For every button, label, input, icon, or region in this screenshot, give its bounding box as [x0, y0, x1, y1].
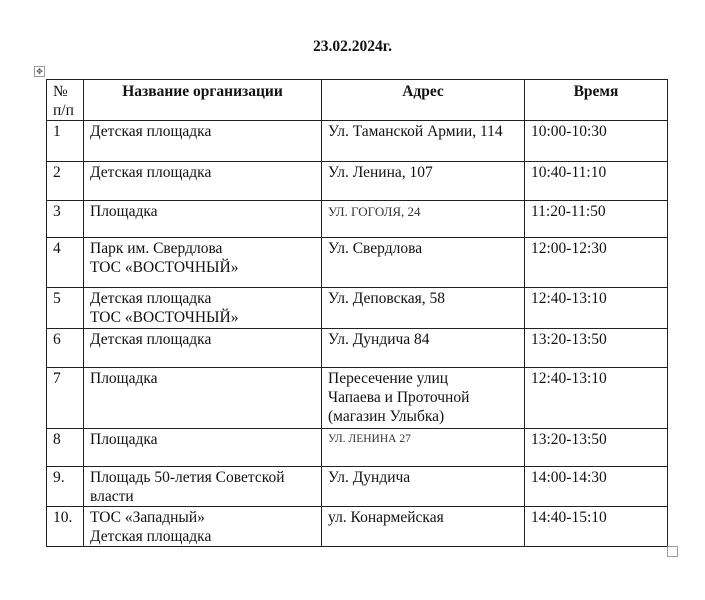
organization-name: Площадка [84, 201, 322, 238]
schedule-table [46, 79, 668, 547]
row-number: 4 [47, 238, 84, 288]
table-row [47, 507, 668, 547]
address: Ул. Дундича [322, 467, 525, 507]
row-number: 3 [47, 201, 84, 238]
table-row [47, 201, 668, 238]
organization-name: Площадь 50-летия Советской власти [84, 467, 322, 507]
row-number: 8 [47, 429, 84, 467]
row-number: 1 [47, 121, 84, 162]
time-slot: 12:00-12:30 [525, 238, 668, 288]
time-slot: 10:40-11:10 [525, 162, 668, 201]
time-slot: 12:40-13:10 [525, 368, 668, 429]
header-address: Адрес [322, 80, 525, 121]
time-slot: 13:20-13:50 [525, 329, 668, 368]
table-row [47, 238, 668, 288]
organization-name: Площадка [84, 368, 322, 429]
header-time: Время [525, 80, 668, 121]
time-slot: 13:20-13:50 [525, 429, 668, 467]
row-number: 2 [47, 162, 84, 201]
organization-name: ТОС «Западный» Детская площадка [84, 507, 322, 547]
time-slot: 14:40-15:10 [525, 507, 668, 547]
time-slot: 12:40-13:10 [525, 288, 668, 329]
address: Ул. Ленина, 107 [322, 162, 525, 201]
address: Ул. Свердлова [322, 238, 525, 288]
time-slot: 11:20-11:50 [525, 201, 668, 238]
row-number: 7 [47, 368, 84, 429]
time-slot: 10:00-10:30 [525, 121, 668, 162]
time-slot: 14:00-14:30 [525, 467, 668, 507]
header-organization-name: Название организации [84, 80, 322, 121]
address: Ул. Дундича 84 [322, 329, 525, 368]
organization-name: Детская площадка ТОС «ВОСТОЧНЫЙ» [84, 288, 322, 329]
table-row [47, 288, 668, 329]
document-date-title: 23.02.2024г. [313, 38, 392, 55]
table-row [47, 368, 668, 429]
row-number: 9. [47, 467, 84, 507]
row-number: 10. [47, 507, 84, 547]
table-header-row [47, 80, 668, 121]
address: ул. Конармейская [322, 507, 525, 547]
row-number: 5 [47, 288, 84, 329]
address: Пересечение улиц Чапаева и Проточной (магазин Улыбка) [322, 368, 525, 429]
table-resize-handle[interactable] [667, 546, 678, 557]
header-number: № п/п [47, 80, 84, 121]
table-row [47, 467, 668, 507]
table-row [47, 329, 668, 368]
table-row [47, 429, 668, 467]
organization-name: Парк им. Свердлова ТОС «ВОСТОЧНЫЙ» [84, 238, 322, 288]
table-row [47, 162, 668, 201]
organization-name: Детская площадка [84, 329, 322, 368]
address: Ул. Таманской Армии, 114 [322, 121, 525, 162]
address: Ул. Деповская, 58 [322, 288, 525, 329]
address: УЛ. ГОГОЛЯ, 24 [322, 201, 525, 238]
table-move-icon[interactable]: ✥ [34, 66, 45, 77]
organization-name: Площадка [84, 429, 322, 467]
organization-name: Детская площадка [84, 162, 322, 201]
organization-name: Детская площадка [84, 121, 322, 162]
table-row [47, 121, 668, 162]
address: УЛ. ЛЕНИНА 27 [322, 429, 525, 467]
row-number: 6 [47, 329, 84, 368]
